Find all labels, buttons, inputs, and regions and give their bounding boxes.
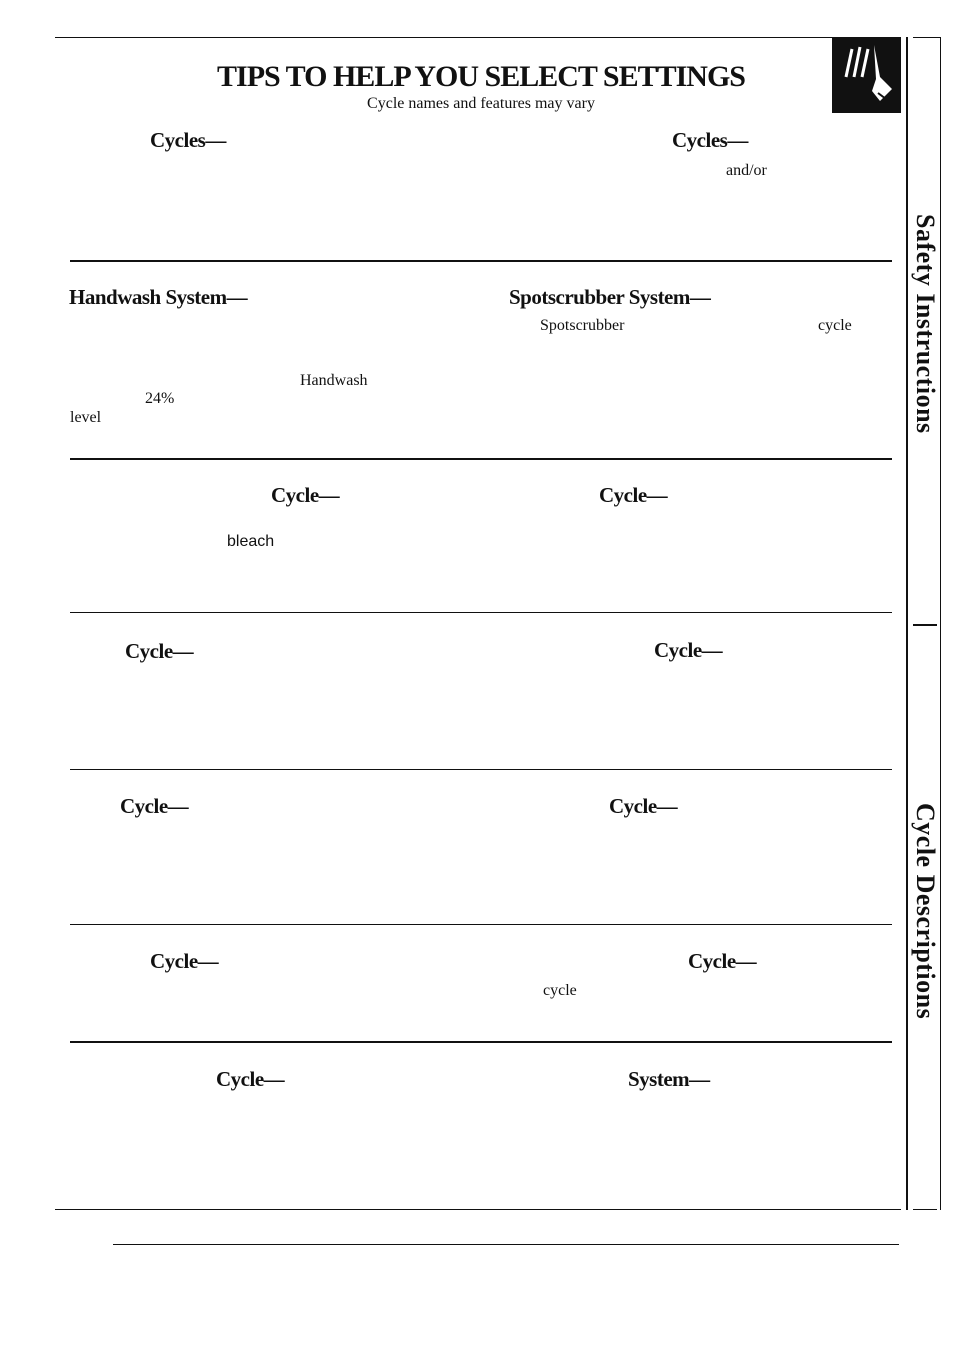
section-heading: Cycles—: [150, 128, 226, 152]
section-rule: [70, 458, 892, 460]
sidebar-outer-rule: [940, 37, 941, 1210]
section-heading: Cycle—: [150, 949, 219, 973]
text-fragment: bleach: [227, 533, 275, 550]
top-rule: [55, 37, 901, 38]
section-heading: Cycles—: [672, 128, 748, 152]
section-heading: Cycle—: [271, 483, 340, 507]
section-rule: [70, 1041, 892, 1043]
section-heading: Cycle—: [120, 794, 189, 818]
text-fragment: 24%: [145, 390, 175, 407]
bottom-rule: [55, 1209, 901, 1210]
text-fragment: Handwash: [300, 372, 368, 389]
section-heading: Cycle—: [125, 639, 194, 663]
section-heading: Cycle—: [216, 1067, 285, 1091]
sidebar-tab-safety-instructions[interactable]: Safety Instructions: [911, 214, 940, 434]
text-fragment: Spotscrubber: [540, 317, 625, 334]
section-rule: [70, 260, 892, 262]
page-subtitle: Cycle names and features may vary: [367, 95, 595, 112]
section-rule: [70, 924, 892, 925]
section-heading: Cycle—: [654, 638, 723, 662]
text-fragment: cycle: [543, 982, 577, 999]
sidebar-tab-cycle-descriptions[interactable]: Cycle Descriptions: [911, 803, 940, 1020]
section-rule: [70, 612, 892, 613]
sidebar-vertical-rule: [906, 37, 908, 1210]
section-heading: Cycle—: [609, 794, 678, 818]
sidebar-divider: [913, 624, 937, 626]
section-heading: System—: [628, 1067, 710, 1091]
footer-rule: [113, 1244, 899, 1245]
section-heading: Cycle—: [599, 483, 668, 507]
section-heading: Spotscrubber System—: [509, 285, 711, 309]
text-fragment: and/or: [726, 162, 767, 179]
sidebar-top-rule: [913, 37, 941, 38]
section-heading: Handwash System—: [69, 285, 248, 309]
sidebar-bottom-rule: [913, 1209, 937, 1210]
text-fragment: level: [70, 409, 102, 426]
section-rule: [70, 769, 892, 770]
section-heading: Cycle—: [688, 949, 757, 973]
text-fragment: cycle: [818, 317, 852, 334]
page-title: TIPS TO HELP YOU SELECT SETTINGS: [217, 60, 745, 93]
